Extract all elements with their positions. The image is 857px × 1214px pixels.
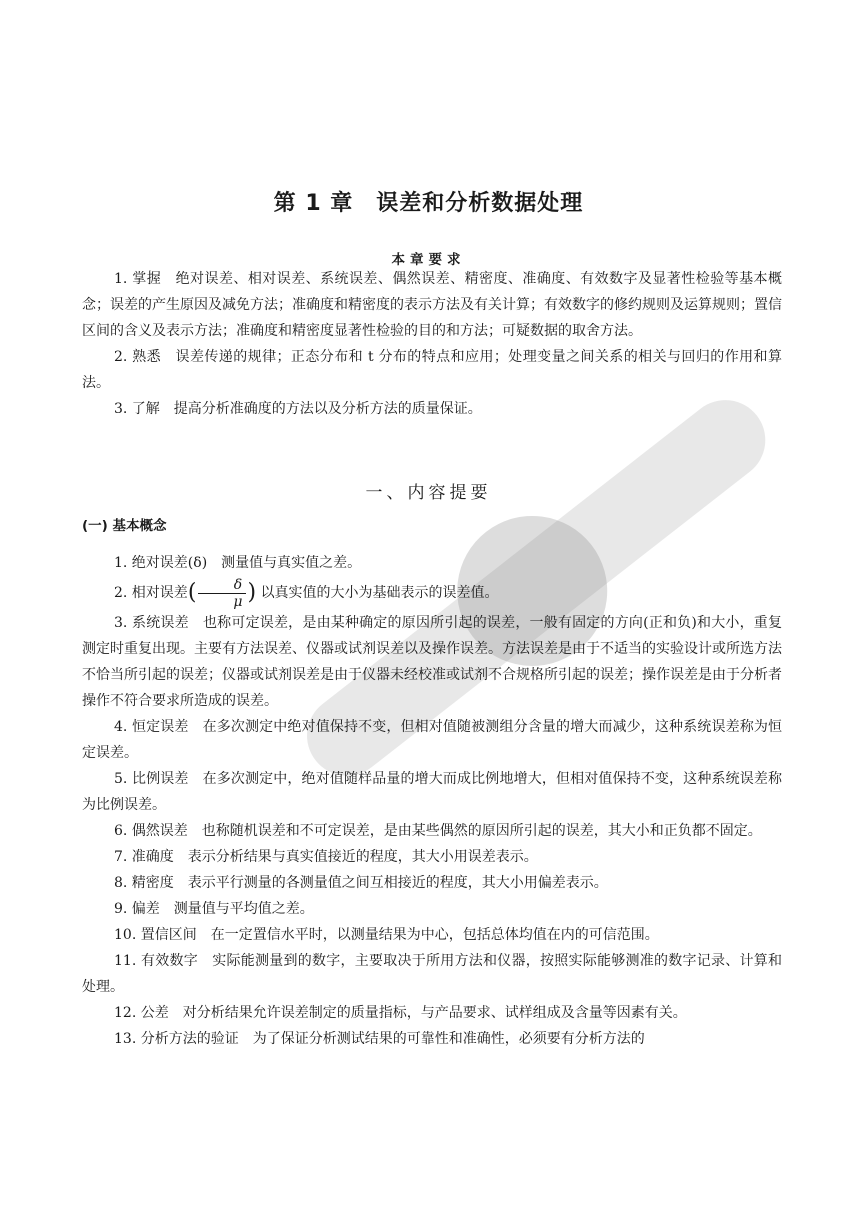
concept-item: 13. 分析方法的验证 为了保证分析测试结果的可靠性和准确性，必须要有分析方法的 xyxy=(114,1031,645,1047)
concept-item: 10. 置信区间 在一定置信水平时，以测量结果为中心，包括总体均值在内的可信范围。 xyxy=(114,927,659,943)
concepts-list xyxy=(82,550,782,1052)
requirements-title: 本章要求 xyxy=(391,252,466,268)
concept-item: 6. 偶然误差 也称随机误差和不可定误差，是由某些偶然的原因所引起的误差，其大小和正负都不固定。 xyxy=(114,823,762,839)
delta-over-mu-fraction xyxy=(198,577,245,610)
concept-item: 11. 有效数字 实际能测量到的数字，主要取决于所用方法和仪器，按照实际能够测准的数字记录、计算和处理。 xyxy=(82,953,782,995)
subsection-title: (一) 基本概念 xyxy=(82,518,167,534)
fraction-denominator: μ xyxy=(233,593,243,610)
concept-definition: 以真实值的大小为基础表示的误差值。 xyxy=(260,585,499,601)
concept-item: 7. 准确度 表示分析结果与真实值接近的程度，其大小用误差表示。 xyxy=(114,849,538,865)
concept-item-relative-error: 2. 相对误差( $\frac{\delta}{\mu}$ ) 以真实值的大小为基础表示的误差值。 xyxy=(114,576,499,610)
concept-item: 4. 恒定误差 在多次测定中绝对值保持不变，但相对值随被测组分含量的增大而减少，这种系统误差称为恒定误差。 xyxy=(82,719,782,761)
concept-item: 5. 比例误差 在多次测定中，绝对值随样品量的增大而成比例地增大，但相对值保持不变，这种系统误差称为比例误差。 xyxy=(82,771,782,813)
concept-item: 1. 绝对误差(δ) 测量值与真实值之差。 xyxy=(114,555,362,571)
requirement-item: 2. 熟悉 误差传递的规律；正态分布和 t 分布的特点和应用；处理变量之间关系的相关与回归的作用和算法。 xyxy=(82,349,782,391)
concept-label: 2. 相对误差 xyxy=(114,585,188,601)
section-title: 一、内容提要 xyxy=(365,483,492,503)
concept-item: 8. 精密度 表示平行测量的各测量值之间互相接近的程度，其大小用偏差表示。 xyxy=(114,875,608,891)
fraction-numerator: δ xyxy=(198,577,245,594)
requirement-item: 1. 掌握 绝对误差、相对误差、系统误差、偶然误差、精密度、准确度、有效数字及显著性检验等基本概念；误差的产生原因及减免方法；准确度和精密度的表示方法及有关计算；有效数字的修约规则及运算规则；置信区间的含义及表示方法；准确度和精密度显著性检验的目的和方法；可疑数据的取舍方法。 xyxy=(82,271,782,339)
concept-item: 9. 偏差 测量值与平均值之差。 xyxy=(114,901,314,917)
requirement-item: 3. 了解 提高分析准确度的方法以及分析方法的质量保证。 xyxy=(114,401,482,417)
requirements-list xyxy=(82,266,782,422)
concept-item: 3. 系统误差 也称可定误差，是由某种确定的原因所引起的误差，一般有固定的方向(正和负)和大小，重复测定时重复出现。主要有方法误差、仪器或试剂误差以及操作误差。方法误差是由于不适当的实验设计或所选方法不恰当所引起的误差；仪器或试剂误差是由于仪器未经校准或试剂不合规格所引起的误差；操作误差是由于分析者操作不符合要求所造成的误差。 xyxy=(82,615,782,709)
chapter-title: 第 1 章 误差和分析数据处理 xyxy=(273,191,584,216)
concept-item: 12. 公差 对分析结果允许误差制定的质量指标，与产品要求、试样组成及含量等因素有关。 xyxy=(114,1005,687,1021)
